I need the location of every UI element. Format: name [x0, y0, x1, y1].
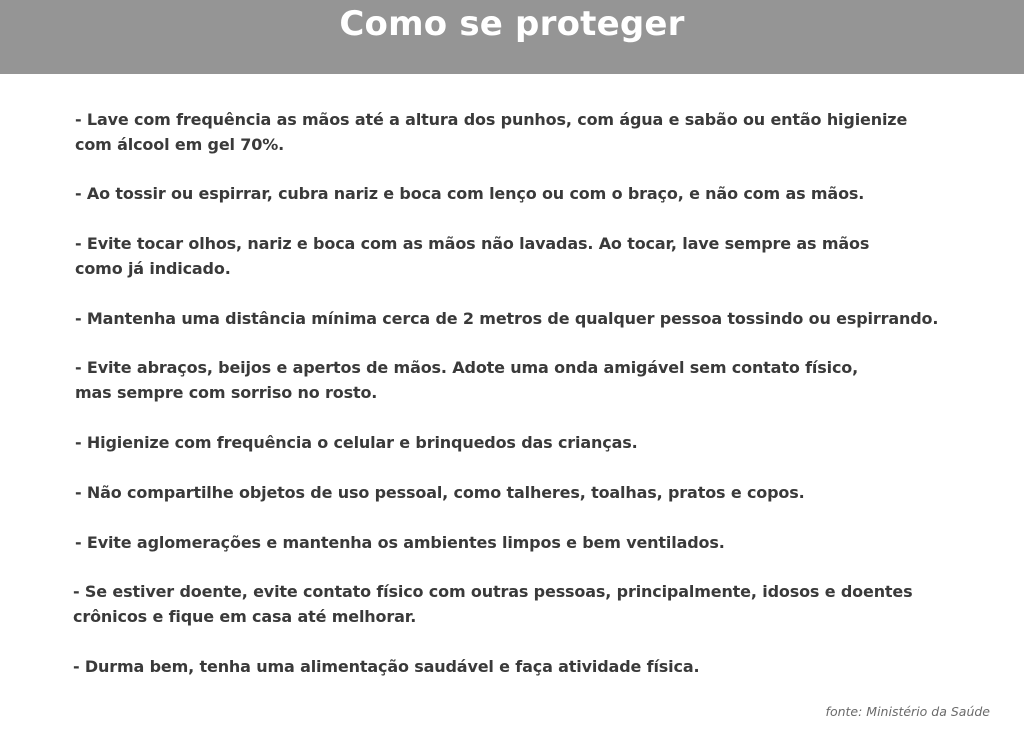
source-credit: fonte: Ministério da Saúde	[825, 704, 990, 719]
tip-item	[75, 530, 725, 555]
tip-line: - Mantenha uma distância mínima cerca de 2 metros de qualquer pessoa tossindo ou espirrando.	[75, 309, 939, 328]
tip-line: - Lave com frequência as mãos até a altura dos punhos, com água e sabão ou então higienize	[75, 110, 908, 129]
tip-item	[75, 231, 869, 281]
tip-line: - Ao tossir ou espirrar, cubra nariz e boca com lenço ou com o braço, e não com as mãos.	[75, 184, 865, 203]
tip-line: com álcool em gel 70%.	[75, 135, 285, 154]
tip-item	[75, 430, 638, 455]
tip-line: - Higienize com frequência o celular e brinquedos das crianças.	[75, 433, 638, 452]
tip-line: - Evite abraços, beijos e apertos de mãos. Adote uma onda amigável sem contato físico,	[75, 358, 859, 377]
tip-item	[75, 480, 805, 505]
tip-item	[75, 355, 858, 405]
tip-item	[75, 181, 864, 206]
tip-line: como já indicado.	[75, 259, 231, 278]
tip-line: mas sempre com sorriso no rosto.	[75, 383, 378, 402]
page-title: Como se proteger	[339, 3, 685, 44]
tip-item	[73, 579, 913, 629]
tip-line: - Se estiver doente, evite contato físico com outras pessoas, principalmente, idosos e doentes	[73, 582, 913, 601]
tip-item	[73, 654, 699, 679]
tip-line: - Não compartilhe objetos de uso pessoal, como talheres, toalhas, pratos e copos.	[75, 483, 805, 502]
tip-line: crônicos e fique em casa até melhorar.	[73, 607, 417, 626]
tip-item	[75, 306, 938, 331]
tip-line: - Durma bem, tenha uma alimentação saudável e faça atividade física.	[73, 657, 700, 676]
tip-item	[75, 107, 907, 157]
tip-line: - Evite tocar olhos, nariz e boca com as mãos não lavadas. Ao tocar, lave sempre as mãos	[75, 234, 870, 253]
tip-line: - Evite aglomerações e mantenha os ambientes limpos e bem ventilados.	[75, 533, 725, 552]
